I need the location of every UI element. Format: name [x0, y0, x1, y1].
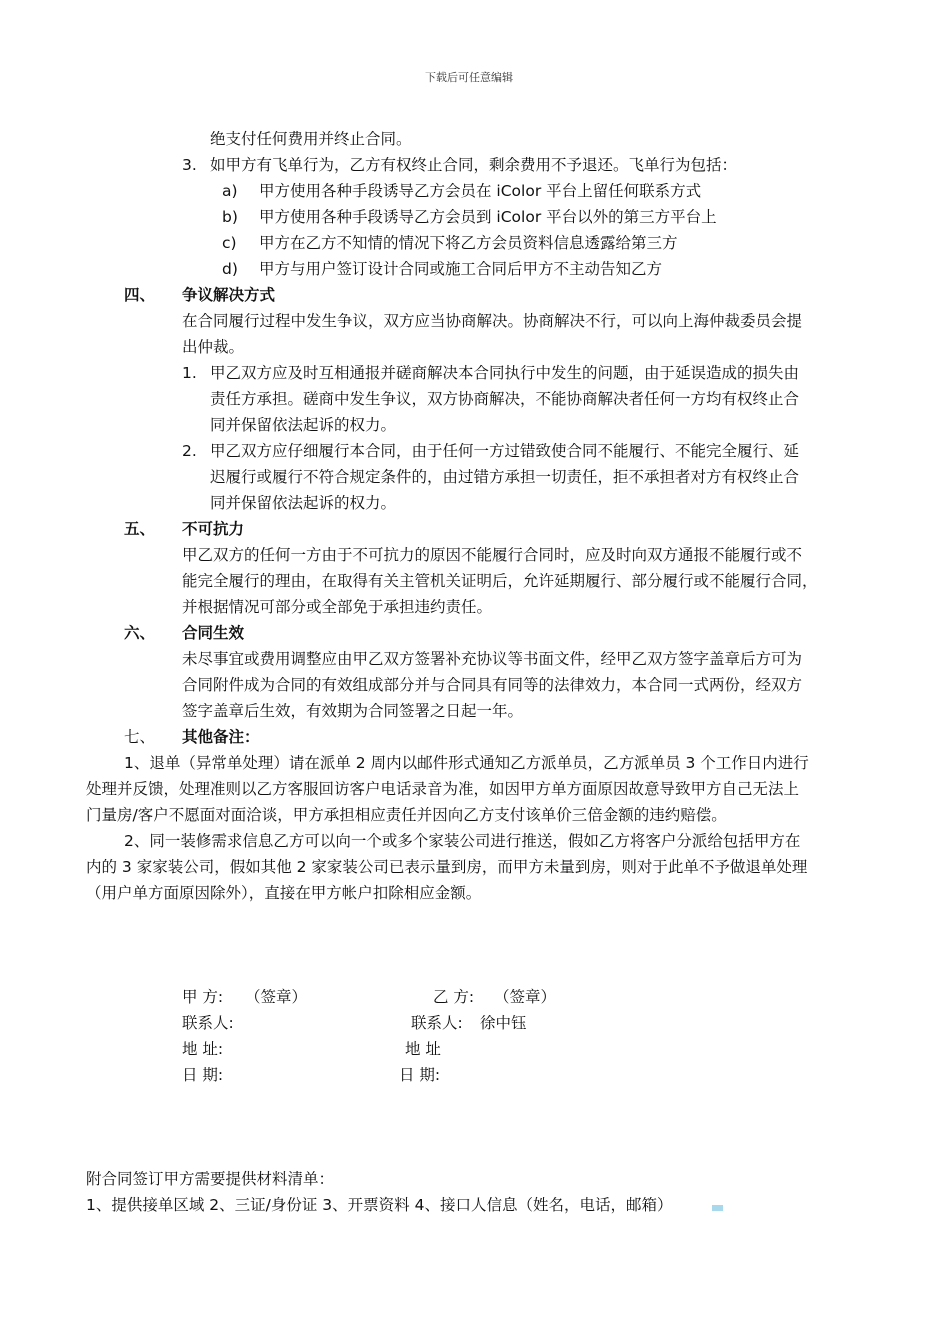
- party-a-label: 甲 方:: [182, 988, 224, 1006]
- paragraph-line: 甲乙双方的任何一方由于不可抗力的原因不能履行合同时，应及时向双方通报不能履行或不: [182, 546, 803, 564]
- party-a-seal: （签章）: [245, 988, 308, 1006]
- party-b-contact-name: 徐中钰: [480, 1014, 527, 1032]
- paragraph-line: 门量房/客户不愿面对面洽谈，甲方承担相应责任并因向乙方支付该单价三倍金额的违约赔偿。: [86, 806, 727, 824]
- appendix-content: 1、提供接单区域 2、三证/身份证 3、开票资料 4、接口人信息（姓名，电话，邮箱）: [86, 1196, 673, 1214]
- text-cursor-marker: [712, 1205, 723, 1211]
- paragraph-line: 并根据情况可部分或全部免于承担违约责任。: [182, 598, 493, 616]
- clause-continuation: 绝支付任何费用并终止合同。: [210, 130, 412, 148]
- paragraph-line: 在合同履行过程中发生争议，双方应当协商解决。协商解决不行，可以向上海仲裁委员会提: [182, 312, 803, 330]
- subitem-text: 甲方使用各种手段诱导乙方会员到 iColor 平台以外的第三方平台上: [259, 208, 717, 226]
- section-number: 六、: [124, 624, 156, 642]
- paragraph-line: 甲乙双方应及时互相通报并磋商解决本合同执行中发生的问题，由于延误造成的损失由: [210, 364, 800, 382]
- party-b-date-label: 日 期:: [399, 1066, 441, 1084]
- section-title: 其他备注：: [182, 728, 260, 746]
- paragraph-line: 出仲裁。: [182, 338, 245, 356]
- section-title: 不可抗力: [182, 520, 245, 538]
- item-number: 1.: [182, 364, 197, 382]
- paragraph-line: 合同附件成为合同的有效组成部分并与合同具有同等的法律效力，本合同一式两份，经双方: [182, 676, 803, 694]
- page-header: 下载后可任意编辑: [425, 71, 513, 84]
- subitem-label: a): [222, 182, 238, 200]
- paragraph-line: 同并保留依法起诉的权力。: [210, 494, 397, 512]
- party-a-contact-label: 联系人:: [182, 1014, 234, 1032]
- section-number: 四、: [124, 286, 156, 304]
- paragraph-line: 处理并反馈，处理准则以乙方客服回访客户电话录音为准，如因甲方单方面原因故意导致甲方自己无法上: [86, 780, 800, 798]
- paragraph-line: 2、同一装修需求信息乙方可以向一个或多个家装公司进行推送，假如乙方将客户分派给包括甲方在: [124, 832, 801, 850]
- paragraph-line: 内的 3 家家装公司，假如其他 2 家家装公司已表示量到房，而甲方未量到房，则对于此单不予做退单处理: [86, 858, 808, 876]
- paragraph-line: 责任方承担。磋商中发生争议，双方协商解决，不能协商解决者任何一方均有权终止合: [210, 390, 800, 408]
- paragraph-line: 签字盖章后生效，有效期为合同签署之日起一年。: [182, 702, 524, 720]
- item-number: 2.: [182, 442, 197, 460]
- party-b-label: 乙 方:: [433, 988, 475, 1006]
- paragraph-line: 1、退单（异常单处理）请在派单 2 周内以邮件形式通知乙方派单员，乙方派单员 3 个工作日内进行: [124, 754, 809, 772]
- paragraph-line: 未尽事宜或费用调整应由甲乙双方签署补充协议等书面文件，经甲乙双方签字盖章后方可为: [182, 650, 803, 668]
- party-b-seal: （签章）: [494, 988, 557, 1006]
- paragraph-line: 能完全履行的理由，在取得有关主管机关证明后，允许延期履行、部分履行或不能履行合同，: [182, 572, 818, 590]
- subitem-text: 甲方在乙方不知情的情况下将乙方会员资料信息透露给第三方: [259, 234, 678, 252]
- section-title: 争议解决方式: [182, 286, 276, 304]
- party-b-contact-label: 联系人:: [411, 1014, 463, 1032]
- paragraph-line: （用户单方面原因除外），直接在甲方帐户扣除相应金额。: [86, 884, 482, 902]
- paragraph-line: 迟履行或履行不符合规定条件的，由过错方承担一切责任，拒不承担者对方有权终止合: [210, 468, 800, 486]
- section-number: 七、: [124, 728, 156, 746]
- section-number: 五、: [124, 520, 156, 538]
- subitem-label: b): [222, 208, 238, 226]
- subitem-text: 甲方使用各种手段诱导乙方会员在 iColor 平台上留任何联系方式: [259, 182, 702, 200]
- item-number: 3.: [182, 156, 197, 174]
- item-text: 如甲方有飞单行为，乙方有权终止合同，剩余费用不予退还。飞单行为包括：: [210, 156, 738, 174]
- section-title: 合同生效: [182, 624, 245, 642]
- subitem-label: d): [222, 260, 238, 278]
- subitem-text: 甲方与用户签订设计合同或施工合同后甲方不主动告知乙方: [259, 260, 663, 278]
- party-a-address-label: 地 址:: [182, 1040, 224, 1058]
- subitem-label: c): [222, 234, 237, 252]
- paragraph-line: 同并保留依法起诉的权力。: [210, 416, 397, 434]
- paragraph-line: 甲乙双方应仔细履行本合同，由于任何一方过错致使合同不能履行、不能完全履行、延: [210, 442, 800, 460]
- party-b-address-label: 地 址: [405, 1040, 441, 1058]
- party-a-date-label: 日 期:: [182, 1066, 224, 1084]
- appendix-title: 附合同签订甲方需要提供材料清单：: [86, 1170, 335, 1188]
